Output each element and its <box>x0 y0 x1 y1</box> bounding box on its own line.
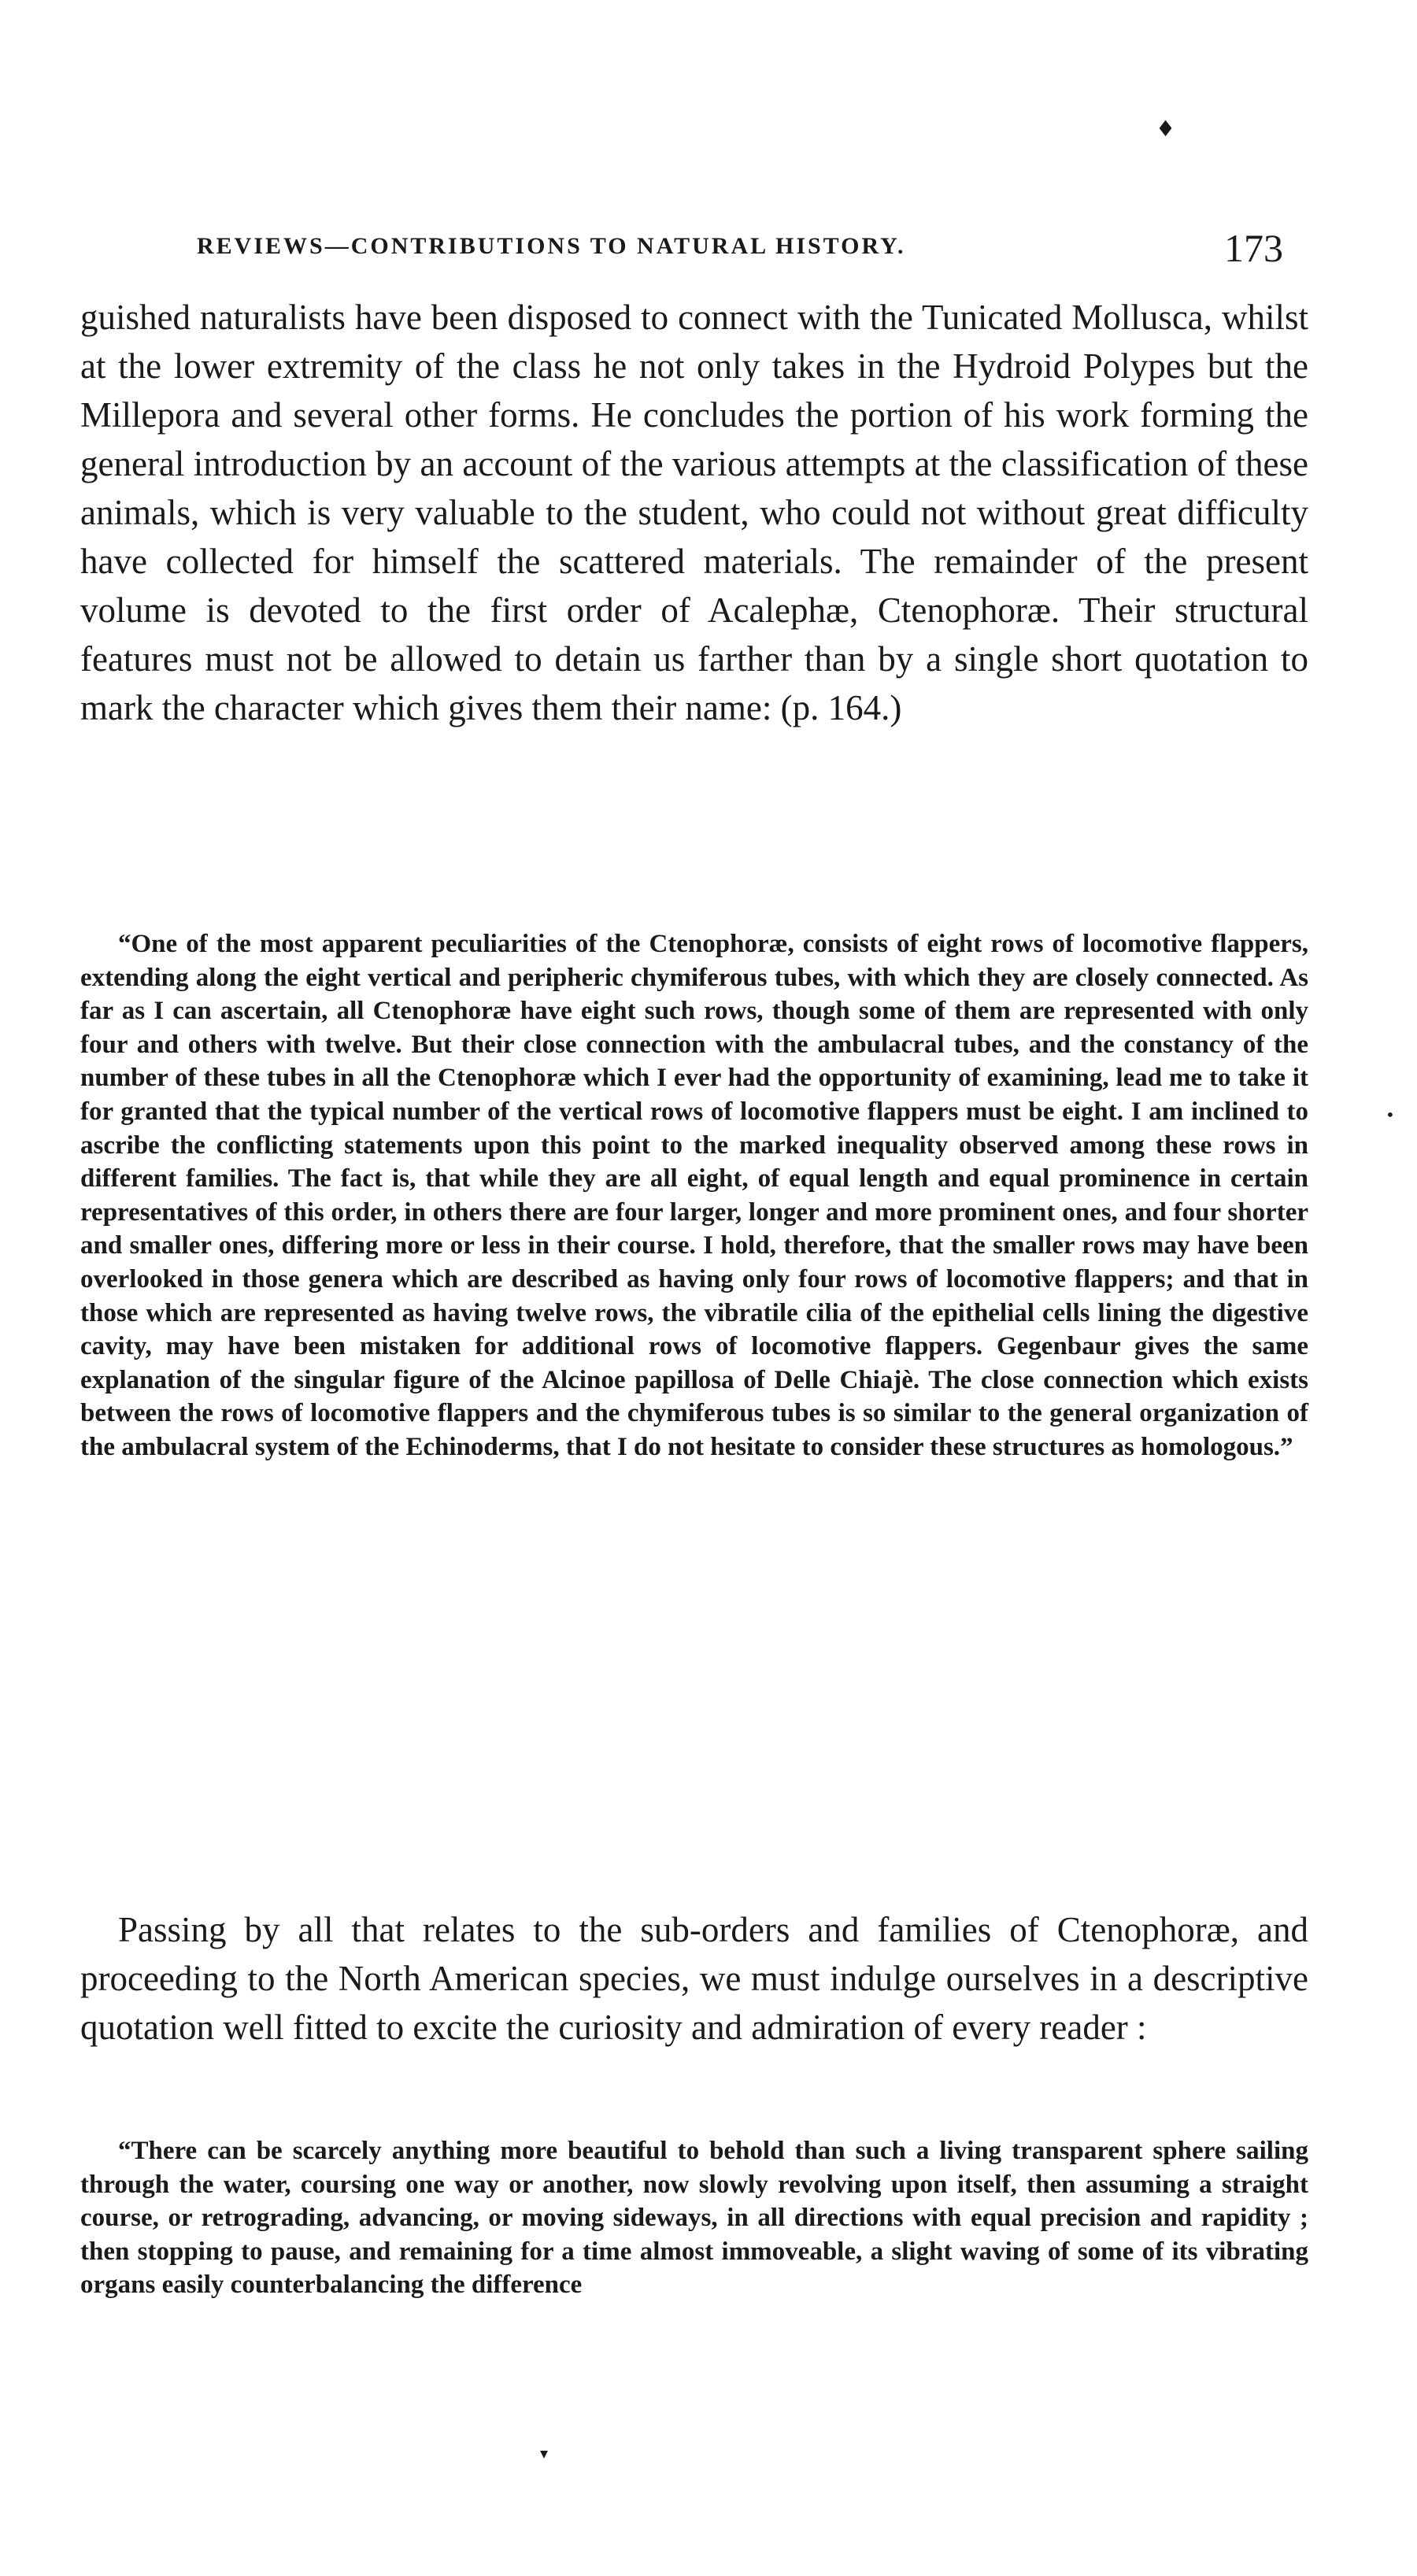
top-mark: ♦ <box>1156 116 1176 142</box>
running-title: REVIEWS—CONTRIBUTIONS TO NATURAL HISTORY. <box>197 233 906 259</box>
running-head <box>197 225 1283 272</box>
body-paragraph-2: Passing by all that relates to the sub-orders and families of Ctenophoræ, and proceeding to the North American species, we must indulge ourselves in a descriptive quotation well fitted to excite the curiosity and admiration of every reader : <box>80 1910 1308 2047</box>
block-quote-1: “One of the most apparent peculiarities of the Ctenophoræ, consists of eight rows of locomotive flappers, extending along the eight vertical and peripheric chymiferous tubes, with which they are closely connected. As far as I can ascertain, all Ctenophoræ have eight such rows, though some of them are represented with only four and others with twelve. But their close connection with the ambulacral tubes, and the constancy of the number of these tubes in all the Ctenophoræ which I ever had the opportunity of examining, lead me to take it for granted that the typical number of the vertical rows of locomotive flappers must be eight. I am inclined to ascribe the conflicting statements upon this point to the marked inequality observed among these rows in different families. The fact is, that while they are all eight, of equal length and equal prominence in certain representatives of this order, in others there are four larger, longer and more prominent ones, and four shorter and smaller ones, differing more or less in their course. I hold, therefore, that the smaller rows may have been overlooked in those genera which are described as having only four rows of locomotive flappers; and that in those which are represented as having twelve rows, the vibratile cilia of the epithelial cells lining the digestive cavity, may have been mistaken for additional rows of locomotive flappers. Gegenbaur gives the same explanation of the singular figure of the Alcinoe papillosa of Delle Chiajè. The close connection which exists between the rows of locomotive flappers and the chymiferous tubes is so similar to the general organization of the ambulacral system of the Echinoderms, that I do not hesitate to consider these structures as homologous.” <box>80 930 1308 1461</box>
page-number: 173 <box>1224 226 1283 270</box>
bottom-mark: ▾ <box>540 2444 549 2463</box>
side-mark: • <box>1386 1105 1395 1124</box>
block-quote-2: “There can be scarcely anything more beautiful to behold than such a living transparent sphere sailing through the water, coursing one way or another, now slowly revolving upon itself, then assuming a straight course, or retrograding, advancing, or moving sideways, in all directions with equal precision and rapidity ; then stopping to pause, and remaining for a time almost immoveable, a slight waving of some of its vibrating organs easily counterbalancing the difference <box>80 2137 1308 2300</box>
body-paragraph-1: guished naturalists have been disposed to connect with the Tunicated Mollusca, whilst at the lower extremity of the class he not only takes in the Hydroid Polypes but the Millepora and several other forms. He concludes the portion of his work forming the general introduction by an account of the various attempts at the classification of these animals, which is very valuable to the student, who could not without great difficulty have collected for himself the scattered materials. The remainder of the present volume is devoted to the first order of Acalephæ, Ctenophoræ. Their structural features must not be allowed to detain us farther than by a single short quotation to mark the character which gives them their name: (p. 164.) <box>80 298 1308 727</box>
